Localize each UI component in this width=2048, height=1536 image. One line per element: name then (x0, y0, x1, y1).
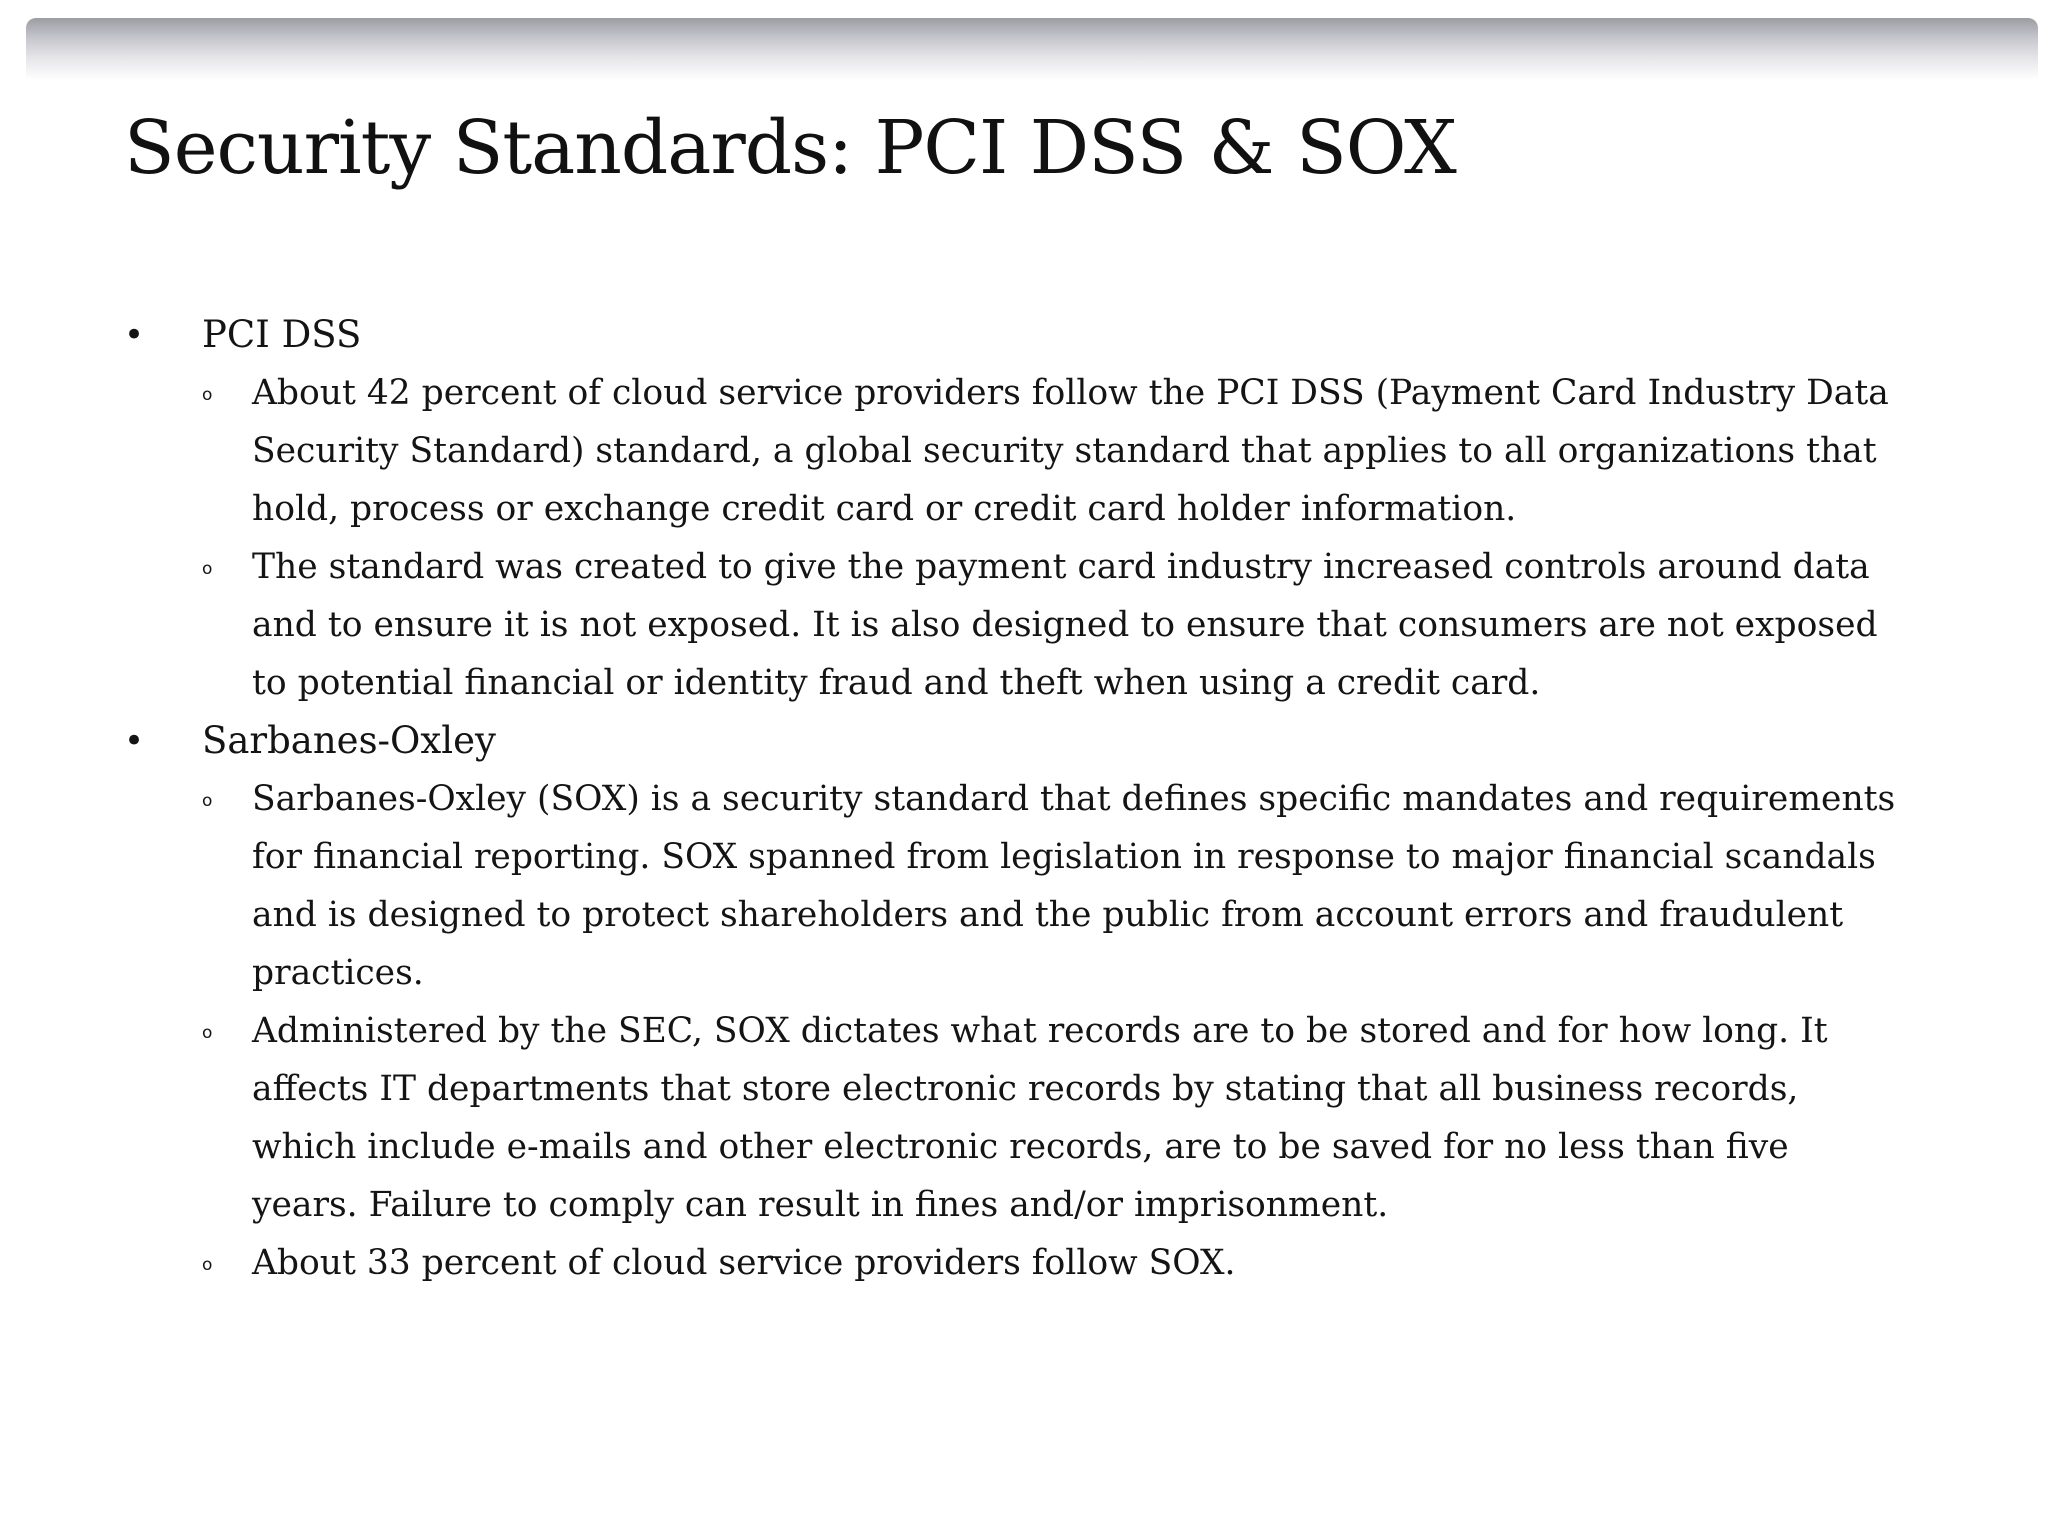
sub-item-text: The standard was created to give the payment card industry increased controls around data and to ensure it is not exposed. It is also designed to ensure that consumers are not exposed to potential financial or identity fraud and theft when using a credit card. (252, 547, 1878, 703)
slide-title: Security Standards: PCI DSS & SOX (124, 105, 1456, 191)
sub-item-text: About 33 percent of cloud service providers follow SOX. (252, 1243, 1236, 1283)
sub-bullet-circle-icon: o (202, 385, 213, 405)
sub-list-sarbanes-oxley (124, 770, 1924, 1292)
sub-item (124, 538, 1924, 712)
sub-item (124, 364, 1924, 538)
sub-list-pci-dss (124, 364, 1924, 712)
bullet-dot-icon: • (124, 315, 145, 355)
bullet-item-sarbanes-oxley (124, 712, 1924, 770)
sub-bullet-circle-icon: o (202, 1255, 213, 1275)
header-gradient-bar (26, 18, 2038, 80)
sub-item-text: About 42 percent of cloud service providers follow the PCI DSS (Payment Card Industry Data Security Standard) standard, a global security standard that applies to all organizations that hold, process or exchange credit card or credit card holder information. (252, 373, 1889, 529)
bullet-text: Sarbanes-Oxley (202, 719, 496, 762)
slide-content (124, 306, 1924, 1292)
sub-item (124, 1002, 1924, 1234)
sub-item-text: Administered by the SEC, SOX dictates what records are to be stored and for how long. It affects IT departments that store electronic records by stating that all business records, which include e-mails and other electronic records, are to be saved for no less than five years. Failure to comply can result in fines and/or imprisonment. (252, 1011, 1828, 1225)
sub-bullet-circle-icon: o (202, 791, 213, 811)
sub-item-text: Sarbanes-Oxley (SOX) is a security standard that defines specific mandates and requirements for financial reporting. SOX spanned from legislation in response to major financial scandals and is designed to protect shareholders and the public from account errors and fraudulent practices. (252, 779, 1896, 993)
sub-bullet-circle-icon: o (202, 1023, 213, 1043)
sub-item (124, 770, 1924, 1002)
sub-bullet-circle-icon: o (202, 559, 213, 579)
bullet-text: PCI DSS (202, 313, 362, 356)
bullet-item-pci-dss (124, 306, 1924, 364)
bullet-dot-icon: • (124, 721, 145, 761)
sub-item (124, 1234, 1924, 1292)
